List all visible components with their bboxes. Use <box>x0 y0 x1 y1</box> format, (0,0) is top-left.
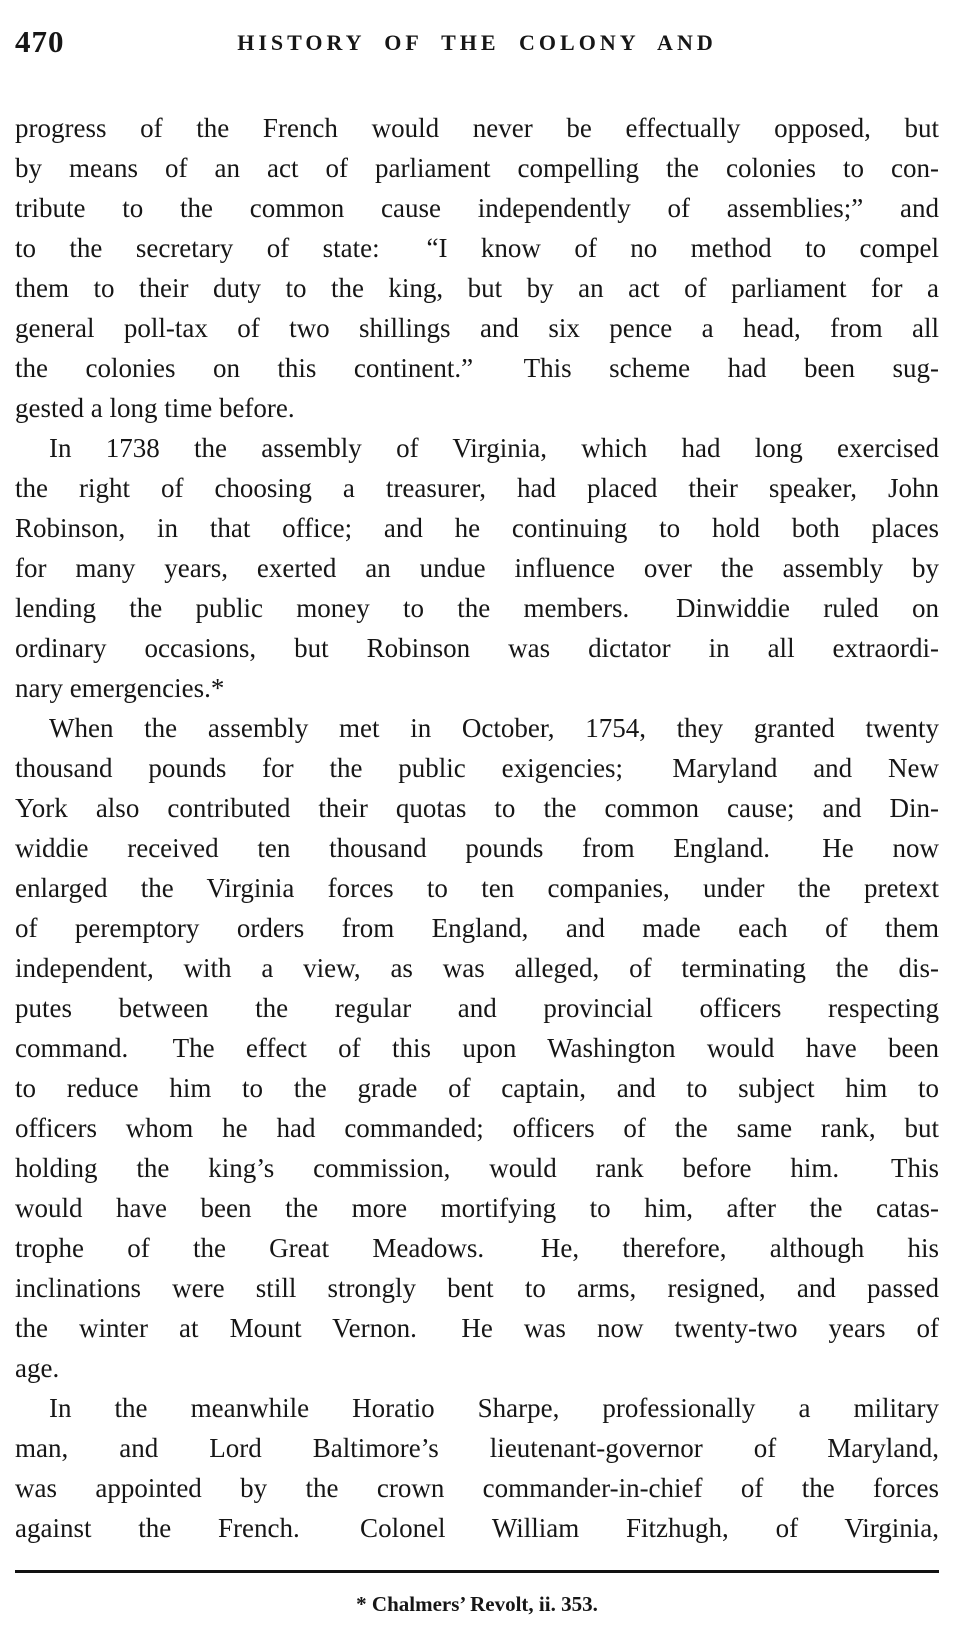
text-line: of peremptory orders from England, and made each of them <box>15 913 939 943</box>
text-line: them to their duty to the king, but by an act of parliament for a <box>15 273 939 303</box>
text-line: officers whom he had commanded; officers of the same rank, but <box>15 1113 939 1143</box>
text-line: When the assembly met in October, 1754, they granted twenty <box>49 713 939 743</box>
text-line: enlarged the Virginia forces to ten companies, under the pretext <box>15 873 939 903</box>
footnote-text: * Chalmers’ Revolt, ii. 353. <box>356 1592 598 1616</box>
text-line: thousand pounds for the public exigencies; Maryland and New <box>15 753 939 783</box>
text-line: widdie received ten thousand pounds from England. He now <box>15 833 939 863</box>
text-line: command. The effect of this upon Washington would have been <box>15 1033 939 1063</box>
text-line: nary emergencies.* <box>15 673 225 703</box>
text-line: by means of an act of parliament compelling the colonies to con- <box>15 153 939 183</box>
text-line: man, and Lord Baltimore’s lieutenant-governor of Maryland, <box>15 1433 939 1463</box>
text-line: progress of the French would never be effectually opposed, but <box>15 113 939 143</box>
text-line: the right of choosing a treasurer, had placed their speaker, John <box>15 473 939 503</box>
text-line: for many years, exerted an undue influence over the assembly by <box>15 553 939 583</box>
text-line: Robinson, in that office; and he continuing to hold both places <box>15 513 939 543</box>
text-line: In the meanwhile Horatio Sharpe, professionally a military <box>49 1393 939 1423</box>
text-line: general poll-tax of two shillings and six pence a head, from all <box>15 313 939 343</box>
text-line: would have been the more mortifying to him, after the catas- <box>15 1193 939 1223</box>
footnote-separator <box>15 1570 939 1573</box>
text-line: was appointed by the crown commander-in-chief of the forces <box>15 1473 939 1503</box>
text-line: tribute to the common cause independently of assemblies;” and <box>15 193 939 223</box>
text-line: to the secretary of state: “I know of no method to compel <box>15 233 939 263</box>
text-line: inclinations were still strongly bent to arms, resigned, and passed <box>15 1273 939 1303</box>
text-line: the colonies on this continent.” This scheme had been sug- <box>15 353 939 383</box>
text-line: the winter at Mount Vernon. He was now twenty-two years of <box>15 1313 939 1343</box>
text-line: trophe of the Great Meadows. He, therefore, although his <box>15 1233 939 1263</box>
text-line: age. <box>15 1353 60 1383</box>
page-header <box>15 22 939 62</box>
text-line: York also contributed their quotas to the common cause; and Din- <box>15 793 939 823</box>
page-number: 470 <box>15 24 65 59</box>
body-text <box>15 108 939 1548</box>
text-line: putes between the regular and provincial officers respecting <box>15 993 939 1023</box>
text-line: lending the public money to the members. Dinwiddie ruled on <box>15 593 939 623</box>
text-line: to reduce him to the grade of captain, and to subject him to <box>15 1073 939 1103</box>
running-header: HISTORY OF THE COLONY AND <box>237 30 717 55</box>
text-line: gested a long time before. <box>15 393 295 423</box>
text-line: holding the king’s commission, would rank before him. This <box>15 1153 939 1183</box>
text-line: against the French. Colonel William Fitzhugh, of Virginia, <box>15 1513 939 1543</box>
text-line: ordinary occasions, but Robinson was dictator in all extraordi- <box>15 633 939 663</box>
text-line: independent, with a view, as was alleged, of terminating the dis- <box>15 953 939 983</box>
text-line: In 1738 the assembly of Virginia, which had long exercised <box>49 433 939 463</box>
